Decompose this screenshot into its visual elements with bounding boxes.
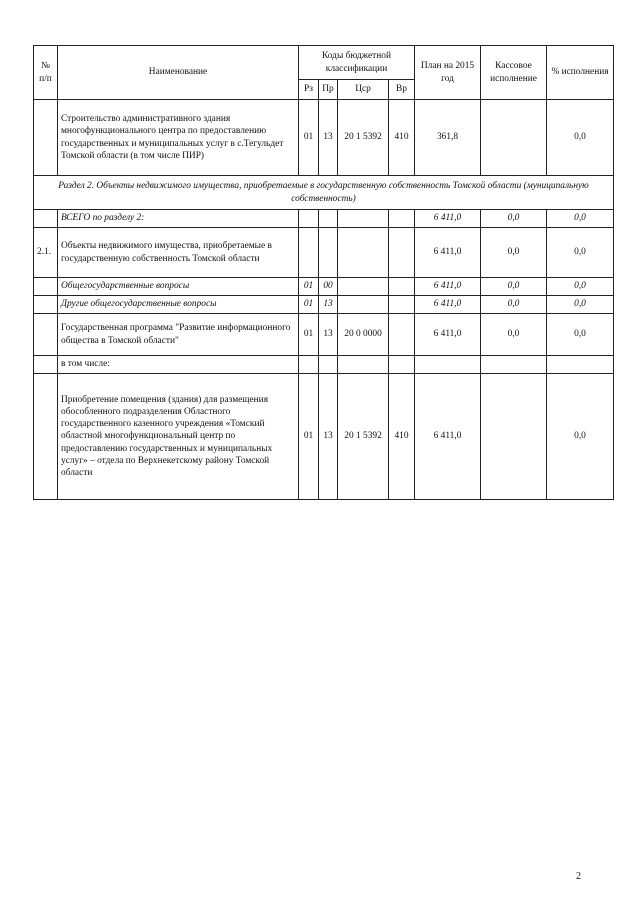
col-vr-header: Вр [389,80,415,100]
col-num-header: № п/п [34,46,58,100]
table-row: Строительство административного здания многофункционального центра по предоставлению государственных и муниципальных услуг в с.Тегульдет Томской области (в том числе ПИР) 01 13 20 1 5392 410 361,8 0,0 [34,100,614,176]
table-row: ВСЕГО по разделу 2: 6 411,0 0,0 0,0 [34,210,614,228]
row-name: Строительство административного здания многофункционального центра по предоставлению государственных и муниципальных услуг в с.Тегульдет Томской области (в том числе ПИР) [58,100,299,176]
col-pr-header: Пр [319,80,338,100]
col-kass-header: Кассовое исполнение [481,46,547,100]
table-row: Общегосударственные вопросы 01 00 6 411,0 0,0 0,0 [34,278,614,296]
header-row [34,46,614,80]
section-heading-row [34,176,614,210]
col-pct-header: % исполнения [547,46,614,100]
table-row: 2.1. Объекты недвижимого имущества, приобретаемые в государственную собственность Томской области 6 411,0 0,0 0,0 [34,228,614,278]
table-row: Приобретение помещения (здания) для размещения обособленного подразделения Областного государственного казенного учреждения «Томский областной многофункциональный центр по предоставлению государственных и муниципальных услуг» – отдела по Верхнекетскому району Томской области 01 13 20 1 5392 410 6 411,0 0,0 [34,374,614,500]
page-number: 2 [576,871,581,882]
table-row: Государственная программа "Развитие информационного общества в Томской области" 01 13 20 0 0000 6 411,0 0,0 0,0 [34,314,614,356]
table-row: Другие общегосударственные вопросы 01 13 6 411,0 0,0 0,0 [34,296,614,314]
col-rz-header: Рз [299,80,319,100]
col-plan-header: План на 2015 год [415,46,481,100]
budget-table [33,45,614,500]
section-2-title: Раздел 2. Объекты недвижимого имущества, приобретаемые в государственную собственность Томской области (муниципальную собственность) [34,176,614,210]
col-cer-header: Цср [338,80,389,100]
table-row: в том числе: [34,356,614,374]
col-codes-header: Коды бюджетной классификации [299,46,415,80]
col-name-header: Наименование [58,46,299,100]
